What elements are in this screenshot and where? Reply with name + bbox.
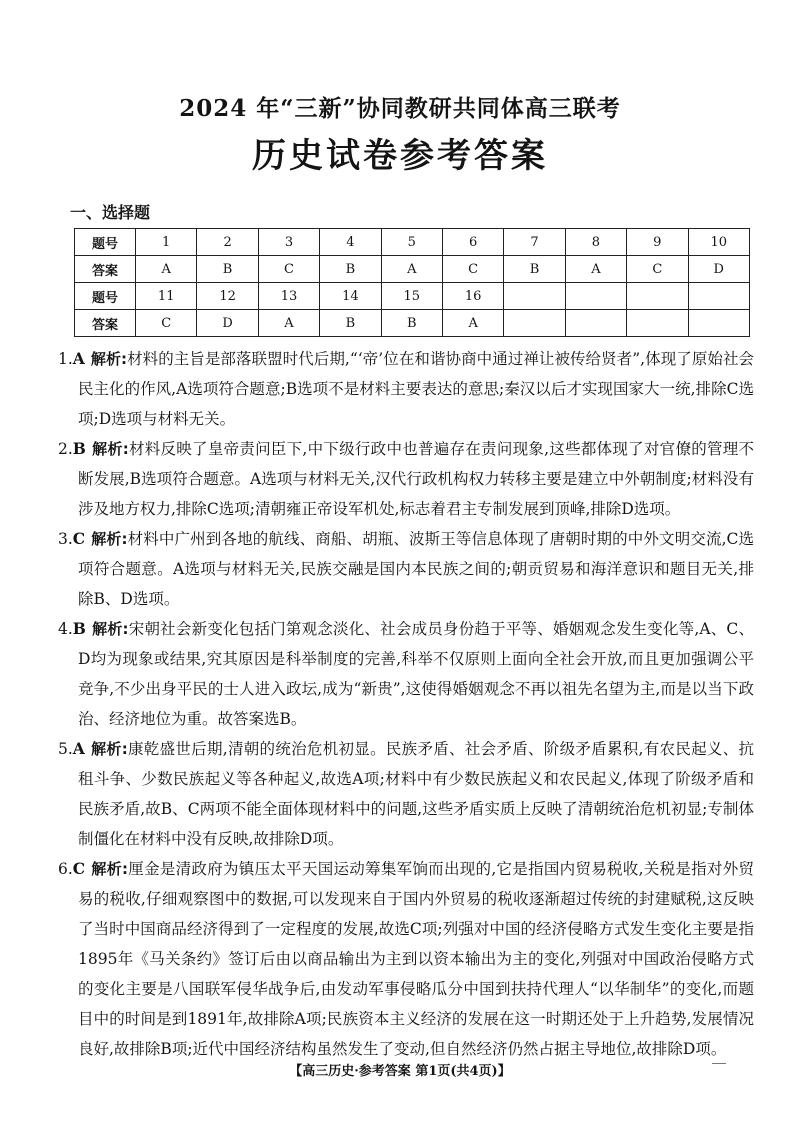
analysis-text: 材料反映了皇帝责问臣下,中下级行政中也普遍存在责问现象,这些都体现了对官僚的管理不断发展,B选项符合题意。A选项与材料无关,汉代行政机构权力转移主要是建立中外朝制度;材料没有涉及地方权力,排除C选项;清朝雍正帝设军机处,标志着君主专制发展到顶峰,排除D选项。 [78,440,755,518]
table-row [75,229,750,256]
table-row [75,283,750,310]
answer-item [58,344,754,434]
answer-item [58,854,754,1064]
answer-key: C [72,859,86,878]
answer-number: 6. [58,860,73,878]
answer-key: A [72,349,85,368]
table-cell: 6 [442,229,503,256]
table-cell: 10 [688,229,749,256]
table-cell: 16 [442,283,503,310]
analysis-label: 解析: [91,620,129,638]
footer-mark [712,1063,726,1064]
table-cell: A [258,310,319,337]
answer-number: 4. [58,620,73,638]
table-cell: A [565,256,626,283]
answer-item [58,434,754,524]
document-title: 历史试卷参考答案 [252,136,548,176]
row-label: 题号 [75,229,136,256]
analysis-text: 宋朝社会新变化包括门第观念淡化、社会成员身份趋于平等、婚姻观念发生变化等,A、C、D均为现象或结果,究其原因是科举制度的完善,科举不仅原则上面向全社会开放,而且更加强调公平竞争,不少出身平民的士人进入政坛,成为“新贵”,这使得婚姻观念不再以祖先名望为主,而是以当下政治、经济地位为重。故答案选B。 [78,620,755,728]
table-cell: B [504,256,565,283]
table-cell: 5 [381,229,442,256]
table-cell [688,310,749,337]
analysis-text: 材料的主旨是部落联盟时代后期,“‘帝’位在和谐协商中通过禅让被传给贤者”,体现了原始社会民主化的作风,A选项符合题意;B选项不是材料主要表达的意思;秦汉以后才实现国家大一统,排除C选项;D选项与材料无关。 [78,350,755,428]
table-cell: 2 [197,229,258,256]
exam-title: 2024 年“三新”协同教研共同体高三联考 [179,95,621,122]
answer-key: A [72,739,85,758]
table-cell [504,283,565,310]
analysis-text: 厘金是清政府为镇压太平天国运动筹集军饷而出现的,它是指国内贸易税收,关税是指对外贸易的税收,仔细观察图中的数据,可以发现来自于国内外贸易的税收逐渐超过传统的封建赋税,这反映了当时中国商品经济得到了一定程度的发展,故选C项;列强对中国的经济侵略方式发生变化主要是指1895年《马关条约》签订后由以商品输出为主到以资本输出为主的变化,列强对中国政治侵略方式的变化主要是八国联军侵华战争后,由发动军事侵略瓜分中国到扶持代理人“以华制华”的变化,而题目中的时间是到1891年,故排除A项;民族资本主义经济的发展在这一时期还处于上升趋势,发展情况良好,故排除B项;近代中国经济结构虽然发生了变动,但自然经济仍然占据主导地位,故排除D项。 [78,860,755,1058]
answer-key: C [72,529,86,548]
page-footer: 【高三历史·参考答案 第1页(共4页)】 [289,1064,511,1079]
table-cell: 8 [565,229,626,256]
row-label: 题号 [75,283,136,310]
section-heading: 一、选择题 [70,203,151,222]
answer-table [74,228,750,337]
table-cell: 13 [258,283,319,310]
answer-item [58,734,754,854]
row-label: 答案 [75,256,136,283]
table-row [75,256,750,283]
row-label: 答案 [75,310,136,337]
answer-number: 2. [58,440,73,458]
table-cell: D [688,256,749,283]
table-cell: 15 [381,283,442,310]
analysis-label: 解析: [90,350,128,368]
table-cell: 1 [136,229,197,256]
answer-key: B [72,619,86,638]
table-cell: 11 [136,283,197,310]
answer-number: 1. [58,350,73,368]
table-cell: A [381,256,442,283]
table-cell: 9 [627,229,688,256]
answer-key: B [72,439,86,458]
answer-number: 3. [58,530,73,548]
table-cell [627,283,688,310]
answer-item [58,524,754,614]
table-cell: A [136,256,197,283]
answer-explanations [58,344,754,1064]
table-cell [627,310,688,337]
table-cell: 14 [320,283,381,310]
table-cell: 3 [258,229,319,256]
table-row [75,310,750,337]
table-cell: B [381,310,442,337]
table-cell: C [627,256,688,283]
analysis-label: 解析: [91,440,129,458]
table-cell: B [197,256,258,283]
table-cell [565,283,626,310]
table-cell: 12 [197,283,258,310]
analysis-label: 解析: [91,860,128,878]
table-cell: A [442,310,503,337]
answer-number: 5. [58,740,73,758]
table-cell: C [258,256,319,283]
table-cell: D [197,310,258,337]
table-cell: C [136,310,197,337]
table-cell [565,310,626,337]
table-cell: 7 [504,229,565,256]
analysis-text: 材料中广州到各地的航线、商船、胡瓶、波斯王等信息体现了唐朝时期的中外文明交流,C选项符合题意。A选项与材料无关,民族交融是国内本民族之间的;朝贡贸易和海洋意识和题目无关,排除B、D选项。 [78,530,754,608]
table-cell: B [320,256,381,283]
table-cell [688,283,749,310]
table-cell: C [442,256,503,283]
answer-item [58,614,754,734]
analysis-label: 解析: [90,740,128,758]
table-cell: 4 [320,229,381,256]
table-cell [504,310,565,337]
analysis-label: 解析: [91,530,128,548]
table-cell: B [320,310,381,337]
analysis-text: 康乾盛世后期,清朝的统治危机初显。民族矛盾、社会矛盾、阶级矛盾累积,有农民起义、抗租斗争、少数民族起义等各种起义,故选A项;材料中有少数民族起义和农民起义,体现了阶级矛盾和民族矛盾,故B、C两项不能全面体现材料中的问题,这些矛盾实质上反映了清朝统治危机初显;专制体制僵化在材料中没有反映,故排除D项。 [78,740,754,848]
